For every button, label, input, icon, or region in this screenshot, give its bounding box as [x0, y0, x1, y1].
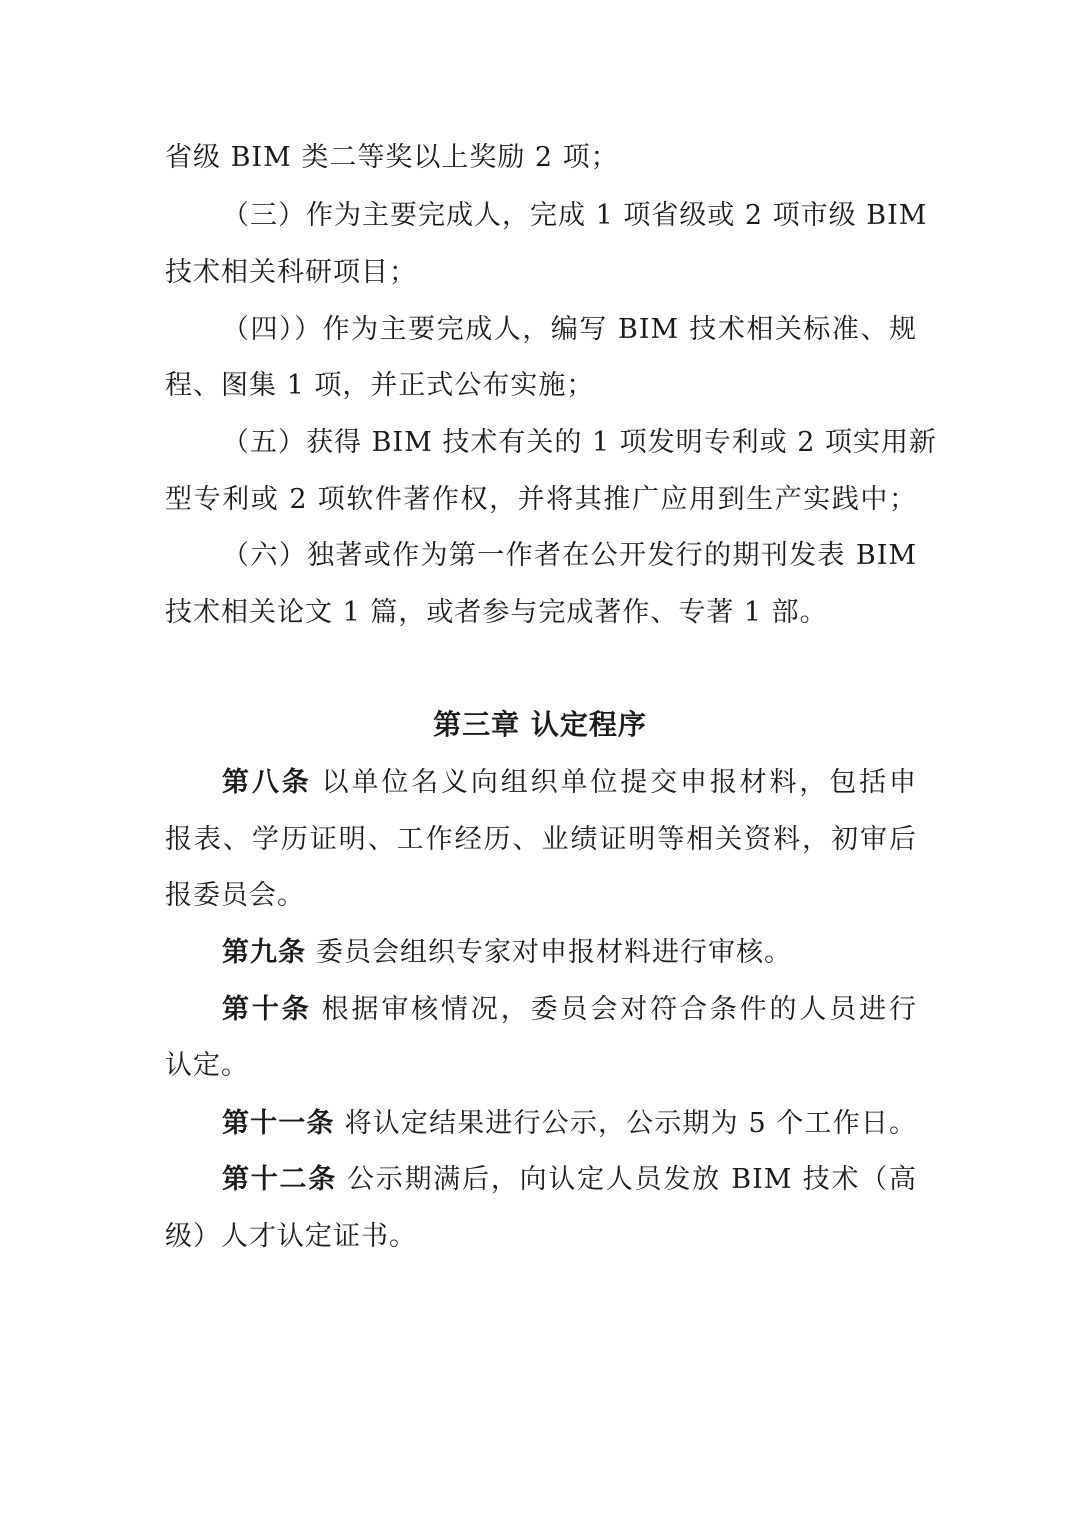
article-number: 第十二条: [222, 1164, 338, 1195]
article-11: [222, 1104, 917, 1144]
article-12: [222, 1160, 917, 1200]
article-number: 第八条: [222, 767, 312, 798]
body-line: 报表、学历证明、工作经历、业绩证明等相关资料，初审后: [165, 824, 917, 855]
article-number: 第十一条: [222, 1108, 335, 1139]
article-10: [222, 990, 917, 1030]
list-item-5: （五）获得 BIM 技术有关的 1 项发明专利或 2 项实用新: [222, 427, 938, 458]
article-9: [222, 933, 917, 973]
list-item-4: （四））作为主要完成人，编写 BIM 技术相关标准、规: [222, 314, 917, 345]
body-line: 技术相关科研项目；: [165, 257, 417, 288]
article-text: 公示期满后，向认定人员发放 BIM 技术（高: [347, 1164, 917, 1195]
chapter-title: 第三章 认定程序: [433, 708, 647, 741]
article-8: [222, 763, 917, 803]
article-text: 根据审核情况，委员会对符合条件的人员进行: [321, 994, 918, 1025]
body-line: 级）人才认定证书。: [165, 1221, 417, 1252]
body-line: 技术相关论文 1 篇，或者参与完成著作、专著 1 部。: [165, 597, 828, 628]
body-line: 省级 BIM 类二等奖以上奖励 2 项；: [165, 142, 619, 173]
body-line: 程、图集 1 项，并正式公布实施；: [165, 370, 595, 401]
list-item-6: （六）独著或作为第一作者在公开发行的期刊发表 BIM: [222, 540, 917, 571]
article-number: 第九条: [222, 937, 306, 968]
body-line: 报委员会。: [165, 880, 305, 911]
article-text: 委员会组织专家对申报材料进行审核。: [316, 937, 792, 968]
article-text: 以单位名义向组织单位提交申报材料，包括申: [321, 767, 918, 798]
list-item-3: （三）作为主要完成人，完成 1 项省级或 2 项市级 BIM: [222, 200, 928, 231]
article-text: 将认定结果进行公示，公示期为 5 个工作日。: [344, 1108, 917, 1139]
body-line: 型专利或 2 项软件著作权，并将其推广应用到生产实践中；: [165, 484, 917, 515]
body-line: 认定。: [165, 1050, 249, 1081]
article-number: 第十条: [222, 994, 312, 1025]
